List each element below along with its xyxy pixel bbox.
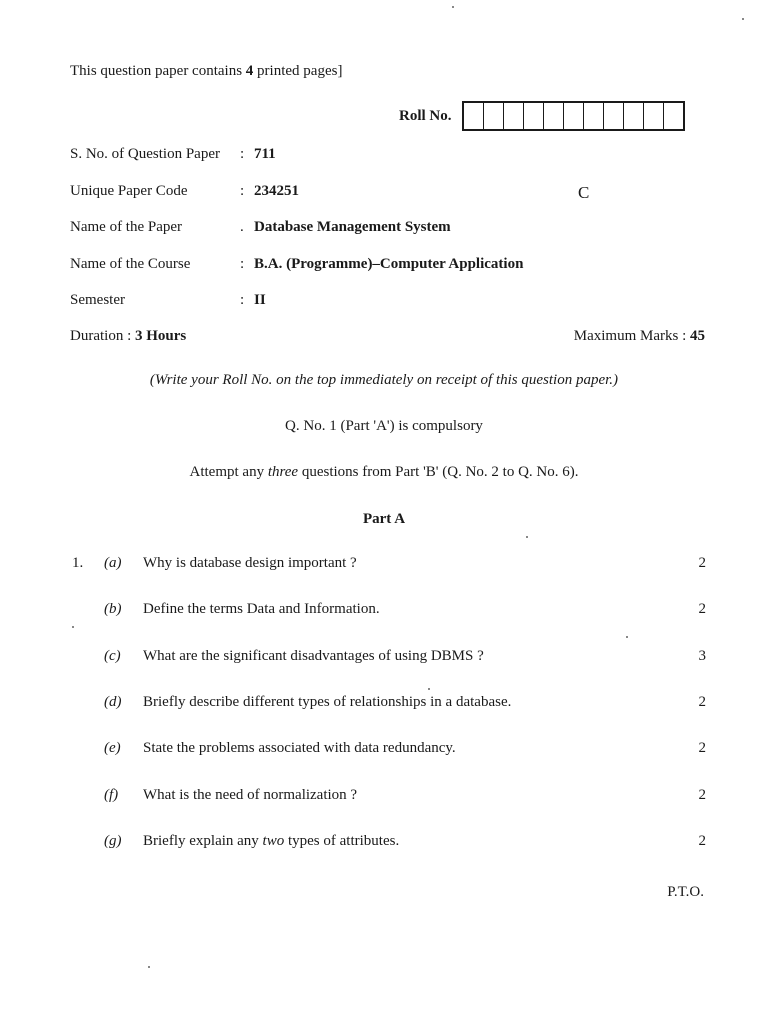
question-label: (e): [104, 740, 121, 756]
printed-pages-note: [70, 63, 342, 80]
question-item-g: [104, 833, 706, 850]
roll-number-box: [484, 103, 504, 129]
question-marks: 2: [698, 740, 706, 756]
attempt-emphasis: three: [267, 464, 299, 480]
question-marks: 2: [698, 555, 706, 571]
attempt-suffix: questions from Part 'B' (Q. No. 2 to Q. No. 6).: [298, 464, 579, 480]
roll-number-box: [544, 103, 564, 129]
scan-speck: [742, 18, 744, 20]
question-text-emphasis: two: [262, 833, 285, 849]
question-label: (g): [104, 833, 122, 849]
note-prefix: This question paper contains: [70, 63, 246, 79]
roll-number-instruction: (Write your Roll No. on the top immediately on receipt of this question paper.): [149, 372, 619, 388]
semester-label: Semester: [70, 292, 125, 308]
scan-speck: [626, 636, 628, 638]
question-text: [143, 833, 686, 850]
paper-code-separator: :: [240, 183, 245, 199]
question-item-b: [104, 601, 706, 618]
question-marks: 2: [698, 694, 706, 710]
question-text: Briefly describe different types of relationships in a database.: [143, 694, 512, 710]
roll-number-box: [624, 103, 644, 129]
scan-speck: [452, 6, 454, 8]
roll-number-box: [604, 103, 624, 129]
please-turn-over: P.T.O.: [667, 884, 704, 900]
semester-separator: :: [240, 292, 245, 308]
serial-number-label: S. No. of Question Paper: [70, 146, 220, 162]
question-text-suffix: types of attributes.: [284, 833, 400, 849]
question-label: (f): [104, 787, 119, 803]
roll-number-boxes: [462, 101, 685, 131]
paper-code-label: Unique Paper Code: [70, 183, 188, 199]
roll-number-box: [524, 103, 544, 129]
paper-code-row: [70, 183, 299, 200]
duration-label: Duration :: [70, 328, 135, 344]
paper-name-separator: .: [240, 219, 244, 235]
roll-number-block: [399, 101, 685, 131]
question-label: (b): [104, 601, 122, 617]
duration: [70, 328, 186, 345]
course-name-separator: :: [240, 256, 245, 272]
scan-speck: [72, 626, 74, 628]
paper-name-label: Name of the Paper: [70, 219, 183, 235]
roll-number-label: Roll No.: [399, 107, 452, 124]
set-code: C: [578, 183, 590, 202]
question-text: Define the terms Data and Information.: [143, 601, 380, 617]
question-item-f: [104, 787, 706, 804]
course-name-value: B.A. (Programme)–Computer Application: [254, 256, 524, 272]
question-marks: 2: [698, 787, 706, 803]
question-label: (a): [104, 555, 122, 571]
roll-number-box: [564, 103, 584, 129]
maximum-marks-label: Maximum Marks :: [573, 328, 690, 344]
question-item-a: [104, 555, 706, 572]
course-name-row: [70, 256, 523, 273]
roll-number-box: [504, 103, 524, 129]
compulsory-instruction: Q. No. 1 (Part 'A') is compulsory: [285, 418, 483, 434]
attempt-prefix: Attempt any: [189, 464, 268, 480]
scan-speck: [526, 536, 528, 538]
part-a-title: Part A: [362, 511, 406, 527]
serial-number-separator: :: [240, 146, 245, 162]
maximum-marks-value: 45: [690, 328, 705, 344]
paper-code-value: 234251: [254, 183, 299, 199]
question-marks: 2: [698, 601, 706, 617]
semester-row: [70, 292, 266, 309]
question-marks: 3: [698, 648, 706, 664]
scan-speck: [428, 688, 430, 690]
roll-number-box: [644, 103, 664, 129]
question-number: 1.: [72, 555, 84, 571]
serial-number-value: 711: [254, 146, 276, 162]
question-item-e: [104, 740, 706, 757]
question-label: (c): [104, 648, 121, 664]
question-label: (d): [104, 694, 122, 710]
question-marks: 2: [698, 833, 706, 849]
roll-number-box: [664, 103, 683, 129]
scan-speck: [148, 966, 150, 968]
question-text: What is the need of normalization ?: [143, 787, 358, 803]
note-pages-count: 4: [245, 63, 254, 79]
paper-name-value: Database Management System: [254, 219, 451, 235]
paper-name-row: [70, 219, 451, 236]
question-text-prefix: Briefly explain any: [143, 833, 263, 849]
note-suffix: printed pages]: [253, 63, 343, 79]
question-text: State the problems associated with data redundancy.: [143, 740, 456, 756]
semester-value: II: [254, 292, 266, 308]
question-text: What are the significant disadvantages of using DBMS ?: [143, 648, 484, 664]
course-name-label: Name of the Course: [70, 256, 191, 272]
duration-value: 3 Hours: [135, 328, 187, 344]
question-text: Why is database design important ?: [143, 555, 357, 571]
roll-number-box: [464, 103, 484, 129]
serial-number-row: [70, 146, 276, 163]
attempt-instruction: [0, 464, 768, 481]
roll-number-box: [584, 103, 604, 129]
maximum-marks: [574, 328, 705, 345]
question-item-c: [104, 648, 706, 665]
question-item-d: [104, 694, 706, 711]
